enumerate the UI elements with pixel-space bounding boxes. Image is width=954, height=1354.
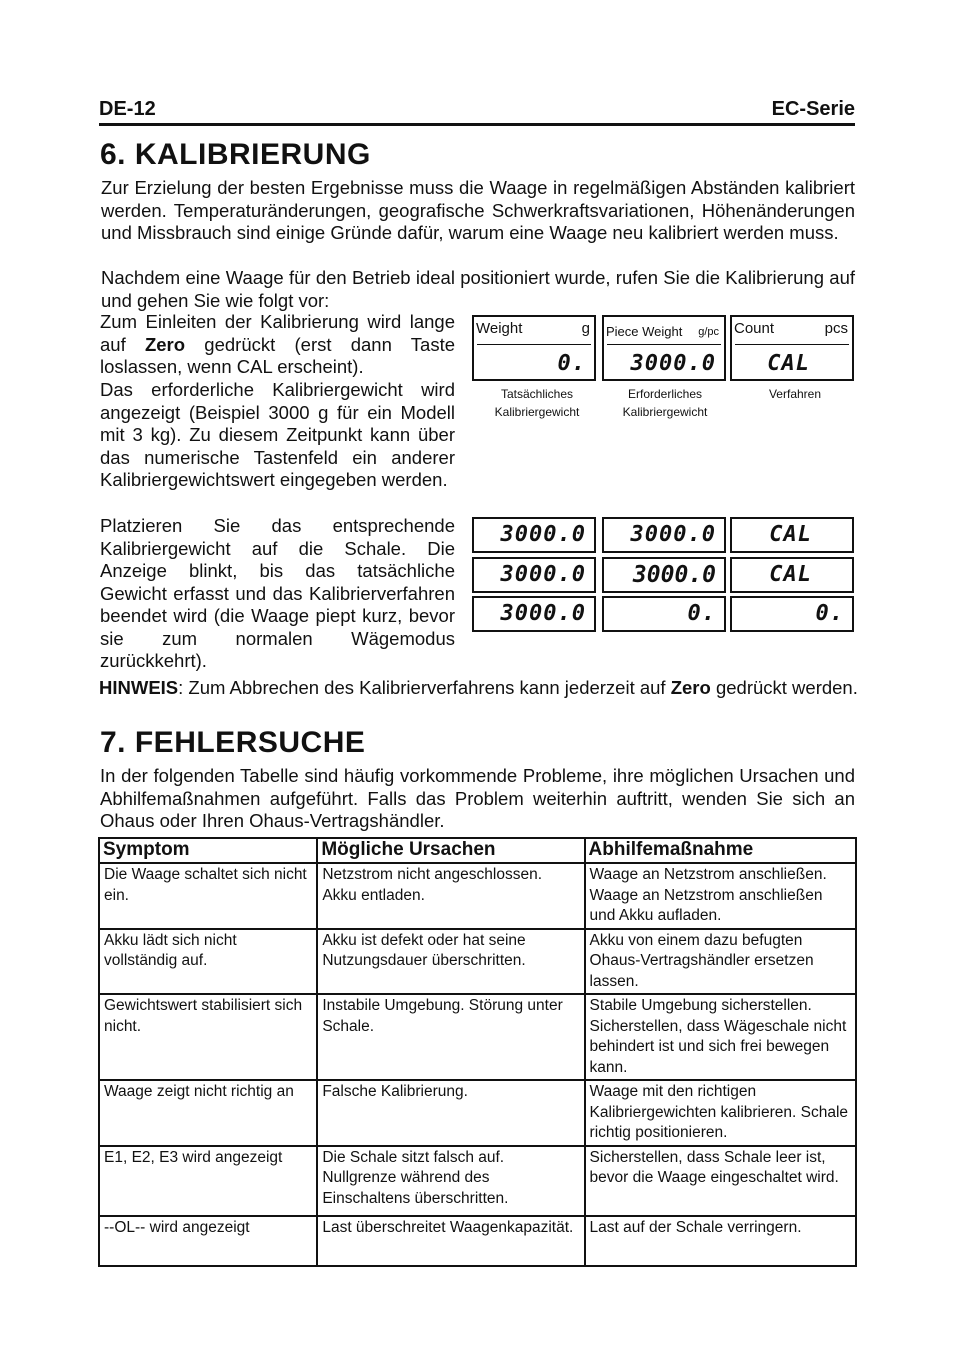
table-cell: Last auf der Schale verringern. bbox=[585, 1216, 856, 1266]
caption-required-weight: Erforderliches Kalibriergewicht bbox=[622, 387, 708, 419]
table-cell: E1, E2, E3 wird angezeigt bbox=[99, 1146, 317, 1216]
troubleshooting-intro: In der folgenden Tabelle sind häufig vorkommende Probleme, ihre möglichen Ursachen und Abhilfemaßnahmen aufgeführt. Falls das Problem weiterhin auftritt, wenden Sie sich an Ohaus oder Ihren Ohaus-Vertragshändler. bbox=[100, 765, 855, 831]
table-cell: Akku ist defekt oder hat seine Nutzungsdauer überschritten. bbox=[317, 929, 584, 995]
table-cell: Netzstrom nicht angeschlossen. Akku entladen. bbox=[317, 863, 584, 929]
count-unit: pcs bbox=[824, 320, 848, 337]
weight-label: Weight bbox=[476, 320, 523, 337]
display-r2-piece: 3000.0 bbox=[602, 517, 726, 553]
table-row bbox=[99, 863, 856, 929]
step-2-text: Das erforderliche Kalibriergewicht wird angezeigt (Beispiel 3000 g für ein Modell mit 3 kg). Zu diesem Zeitpunkt kann über das numerische Tastenfeld ein anderer Kalibriergewichtswert eingegeben werden. bbox=[100, 379, 455, 490]
display-value: 3000.0 bbox=[630, 351, 716, 376]
table-row bbox=[99, 1216, 856, 1266]
piece-weight-unit: g/pc bbox=[698, 326, 719, 338]
display-r3-weight: 3000.0 bbox=[472, 557, 596, 593]
intro-paragraph-1: Zur Erzielung der besten Ergebnisse muss die Waage in regelmäßigen Abständen kalibriert werden. Temperaturänderungen, geografische Schwerkraftsvariationen, Höhenänderungen und Missbrauch sind einige Gründe dafür, warum eine Waage neu kalibriert werden muss. bbox=[101, 177, 855, 243]
display-weight bbox=[472, 315, 596, 381]
table-cell: Waage zeigt nicht richtig an bbox=[99, 1080, 317, 1146]
section-title-troubleshooting: 7. FEHLERSUCHE bbox=[100, 726, 366, 759]
count-label: Count bbox=[734, 320, 775, 337]
piece-weight-label: Piece Weight bbox=[606, 324, 683, 339]
display-r2-count: CAL bbox=[730, 517, 854, 553]
note-label: HINWEIS bbox=[99, 677, 179, 698]
step-3-text: Platzieren Sie das entsprechende Kalibriergewicht auf die Schale. Die Anzeige blinkt, bis das tatsächliche Gewicht erfasst und das Kalibrierverfahren beendet wird (die Waage piept kurz, bevor sie zum normalen Wägemodus zurückkehrt). bbox=[100, 515, 455, 671]
display-piece-weight bbox=[602, 315, 726, 381]
note-paragraph: HINWEIS: Zum Abbrechen des Kalibrierverfahrens kann jederzeit auf Zero gedrückt werden. bbox=[99, 677, 858, 698]
display-r4-weight: 3000.0 bbox=[472, 596, 596, 632]
caption-actual-weight: Tatsächliches Kalibriergewicht bbox=[494, 387, 580, 419]
table-row bbox=[99, 994, 856, 1080]
column-header-causes: Mögliche Ursachen bbox=[317, 838, 584, 863]
table-header-row bbox=[99, 838, 856, 863]
table-cell: Waage an Netzstrom anschließen. Waage an Netzstrom anschließen und Akku aufladen. bbox=[585, 863, 856, 929]
intro-paragraph-2: Nachdem eine Waage für den Betrieb ideal positioniert wurde, rufen Sie die Kalibrierung auf und gehen Sie wie folgt vor: bbox=[101, 267, 855, 311]
display-r3-piece: 3000.0 bbox=[602, 557, 726, 593]
table-row bbox=[99, 1146, 856, 1216]
series-name: EC-Serie bbox=[771, 98, 855, 120]
display-r2-weight: 3000.0 bbox=[472, 517, 596, 553]
page-number: DE-12 bbox=[99, 98, 156, 120]
column-header-symptom: Symptom bbox=[99, 838, 317, 863]
display-value: CAL bbox=[767, 351, 810, 376]
table-cell: --OL-- wird angezeigt bbox=[99, 1216, 317, 1266]
zero-key-label: Zero bbox=[144, 333, 186, 355]
table-cell: Waage mit den richtigen Kalibriergewichten kalibrieren. Schale richtig positionieren. bbox=[585, 1080, 856, 1146]
display-count bbox=[730, 315, 854, 381]
header-rule bbox=[99, 123, 855, 126]
table-cell: Die Waage schaltet sich nicht ein. bbox=[99, 863, 317, 929]
display-r4-piece: 0. bbox=[602, 596, 726, 632]
table-cell: Die Schale sitzt falsch auf. Nullgrenze während des Einschaltens überschritten. bbox=[317, 1146, 584, 1216]
table-cell: Akku lädt sich nicht vollständig auf. bbox=[99, 929, 317, 995]
table-cell: Gewichtswert stabilisiert sich nicht. bbox=[99, 994, 317, 1080]
table-cell: Falsche Kalibrierung. bbox=[317, 1080, 584, 1146]
table-cell: Last überschreitet Waagenkapazität. bbox=[317, 1216, 584, 1266]
zero-key-label-2: Zero bbox=[670, 677, 711, 698]
display-r4-count: 0. bbox=[730, 596, 854, 632]
table-cell: Instabile Umgebung. Störung unter Schale. bbox=[317, 994, 584, 1080]
table-row bbox=[99, 929, 856, 995]
display-value: 0. bbox=[557, 351, 586, 376]
step-1-text bbox=[100, 311, 455, 379]
troubleshooting-table bbox=[98, 837, 857, 1267]
display-r3-count: CAL bbox=[730, 557, 854, 593]
table-cell: Akku von einem dazu befugten Ohaus-Vertragshändler ersetzen lassen. bbox=[585, 929, 856, 995]
weight-unit: g bbox=[581, 320, 590, 337]
table-cell: Sicherstellen, dass Schale leer ist, bevor die Waage eingeschaltet wird. bbox=[585, 1146, 856, 1216]
column-header-remedy: Abhilfemaßnahme bbox=[585, 838, 856, 863]
table-row bbox=[99, 1080, 856, 1146]
table-cell: Stabile Umgebung sicherstellen. Sicherstellen, dass Wägeschale nicht behindert ist und sich frei bewegen kann. bbox=[585, 994, 856, 1080]
step-1-pre: Zum Einleiten der Kalibrierung wird lange auf bbox=[100, 311, 455, 355]
step-1-post: gedrückt (erst dann Taste loslassen, wenn CAL erscheint). bbox=[100, 333, 456, 377]
caption-procedure: Verfahren bbox=[768, 387, 822, 401]
section-title-calibration: 6. KALIBRIERUNG bbox=[100, 138, 371, 171]
